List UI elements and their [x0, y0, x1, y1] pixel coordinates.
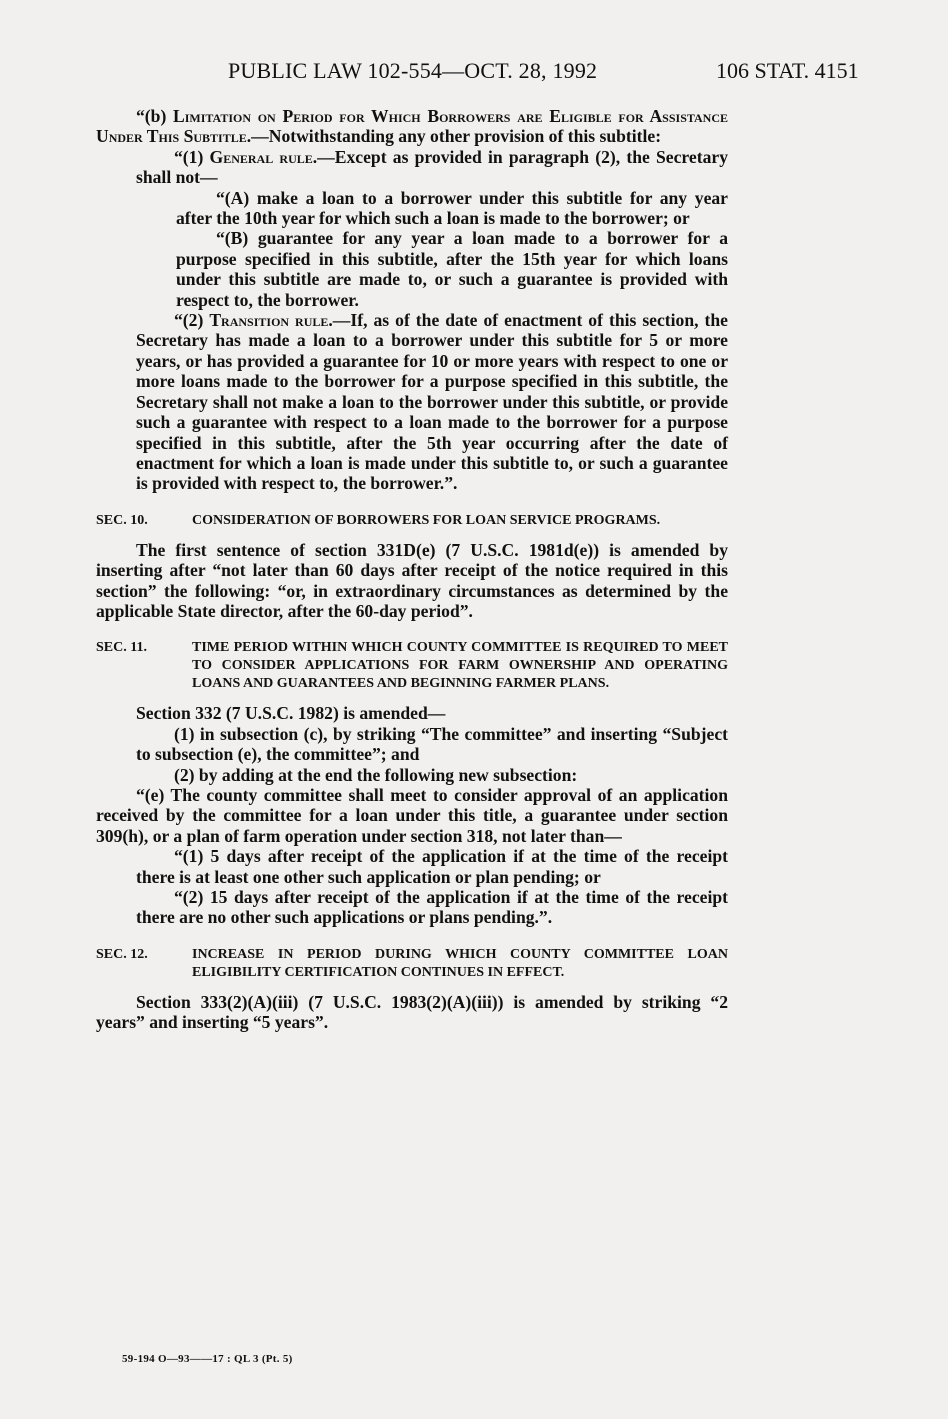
running-head-law: PUBLIC LAW 102-554—OCT. 28, 1992 — [228, 58, 598, 83]
section-10-title: CONSIDERATION OF BORROWERS FOR LOAN SERVICE PROGRAMS. — [192, 512, 661, 528]
paragraph-2-heading: Transition rule — [209, 310, 329, 331]
section-12-title: INCREASE IN PERIOD DURING WHICH COUNTY COMMITTEE LOAN ELIGIBILITY CERTIFICATION CONTINUES IN EFFECT. — [192, 946, 728, 980]
subsection-e: “(e) The county committee shall meet to consider approval of an application received by the committee for a loan under this title, a guarantee under section 309(h), or a plan of farm operation under section 318, not later than— — [96, 784, 728, 846]
subsection-b-text: .—Notwithstanding any other provision of this subtitle: — [246, 126, 662, 147]
paragraph-1 — [136, 147, 728, 188]
section-11-intro: Section 332 (7 U.S.C. 1982) is amended— — [136, 703, 446, 724]
section-10-text: The first sentence of section 331D(e) (7 U.S.C. 1981d(e)) is amended by inserting after “not later than 60 days after receipt of the notice required in this section” the following: “or, in extraordinary circumstances as determined by the applicable State director, after the 60-day period”. — [96, 539, 728, 621]
paragraph-1-text: .—Except as provided in paragraph (2), the Secretary shall not— — [136, 146, 728, 188]
page-header — [0, 58, 948, 90]
section-10-heading — [96, 512, 728, 530]
section-11-para-2: (2) by adding at the end the following new subsection: — [174, 764, 578, 785]
paragraph-2-open: “(2) — [174, 310, 210, 331]
paragraph-2 — [136, 310, 728, 494]
subsection-b — [96, 106, 728, 147]
subsection-b-heading: Limitation on Period for Which Borrowers are Eligible for Assistance Under This Subtitle — [96, 106, 728, 147]
section-11-title: TIME PERIOD WITHIN WHICH COUNTY COMMITTEE IS REQUIRED TO MEET TO CONSIDER APPLICATIONS FOR FARM OWNERSHIP AND OPERATING LOANS AND GUARANTEES AND BEGINNING FARMER PLANS. — [192, 640, 728, 692]
statute-citation: 106 STAT. 4151 — [716, 58, 859, 83]
section-11-para-1: (1) in subsection (c), by striking “The committee” and inserting “Subject to subsection (e), the committee”; and — [136, 723, 728, 765]
paragraph-1-open: “(1) — [174, 146, 210, 167]
section-11-number: SEC. 11. — [96, 640, 147, 656]
print-code-footer: 59-194 O—93——17 : QL 3 (Pt. 5) — [122, 1353, 293, 1365]
paragraph-1-heading: General rule — [209, 146, 313, 167]
section-11-heading — [96, 639, 728, 693]
document-body — [96, 106, 728, 1033]
subparagraph-a: “(A) make a loan to a borrower under this subtitle for any year after the 10th year for which such a loan is made to the borrower; or — [176, 187, 728, 229]
subsection-e-para-1: “(1) 5 days after receipt of the application if at the time of the receipt there is at least one other such application or plan pending; or — [136, 846, 728, 887]
section-10-number: SEC. 10. — [96, 512, 148, 528]
subsection-e-para-2: “(2) 15 days after receipt of the application if at the time of the receipt there are no other such applications or plans pending.”. — [136, 887, 728, 928]
subparagraph-b: “(B) guarantee for any year a loan made to a borrower for a purpose specified in this subtitle, after the 15th year for which loans under this subtitle are made to, or such a guarantee is provided with respect to, the borrower. — [176, 228, 728, 310]
paragraph-2-text: .—If, as of the date of enactment of this section, the Secretary has made a loan to a borrower under this subtitle for 5 or more years, or has provided a guarantee for 10 or more years with respect to one or more loans made to the borrower for a purpose specified in this subtitle, the Secretary shall not make a loan to the borrower under this subtitle, or provide such a guarantee with respect to a loan made to the borrower for a purpose specified in this subtitle, after the 5th year occurring after the date of enactment for which a loan is made under this subtitle to, or such a guarantee is provided with respect to, the borrower.”. — [136, 310, 728, 494]
section-12-text: Section 333(2)(A)(iii) (7 U.S.C. 1983(2)(A)(iii)) is amended by striking “2 years” and inserting “5 years”. — [96, 991, 728, 1033]
section-12-heading — [96, 946, 728, 982]
section-12-number: SEC. 12. — [96, 946, 148, 962]
subsection-b-open: “(b) — [136, 106, 174, 126]
